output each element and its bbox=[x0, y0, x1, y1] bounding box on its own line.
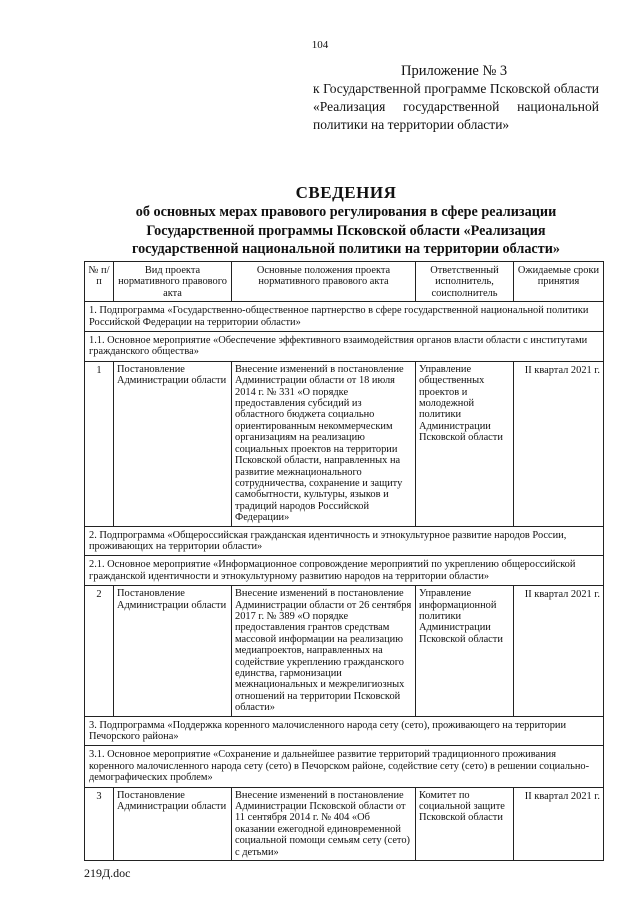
row-num: 2 bbox=[85, 586, 114, 716]
subprogram-3: 3. Подпрограмма «Поддержка коренного малочисленного народа сету (сето), проживающего на территории Печорского района» bbox=[85, 716, 604, 746]
measure-3-1: 3.1. Основное мероприятие «Сохранение и дальнейшее развитие территорий традиционного проживания коренного малочисленного народа сету (сето) в Печорском районе, содействие сету (сето) в решении социально-демографических проблем» bbox=[85, 746, 604, 787]
header-content: Основные положения проекта нормативного правового акта bbox=[232, 262, 416, 302]
page-number: 104 bbox=[311, 39, 329, 51]
row-deadline: II квартал 2021 г. bbox=[514, 586, 604, 716]
row-content: Внесение изменений в постановление Администрации Псковской области от 11 сентября 2014 г. № 404 «Об оказании ежегодной единовременной социальной помощи семьям сету (сето) с детьми» bbox=[232, 787, 416, 860]
file-name-footer: 219Д.doc bbox=[84, 866, 131, 880]
measure-1-1: 1.1. Основное мероприятие «Обеспечение эффективного взаимодействия органов власти области с институтами гражданского общества» bbox=[85, 332, 604, 362]
row-executor: Комитет по социальной защите Псковской области bbox=[416, 787, 514, 860]
header-act-type: Вид проекта нормативного правового акта bbox=[114, 262, 232, 302]
subprogram-row bbox=[85, 302, 604, 332]
header-num: № п/п bbox=[85, 262, 114, 302]
row-act-type: Постановление Администрации области bbox=[114, 787, 232, 860]
measure-2-1: 2.1. Основное мероприятие «Информационное сопровождение мероприятий по укреплению общероссийской гражданской идентичности и этнокультурному развитию народов на территории области» bbox=[85, 556, 604, 586]
measures-table bbox=[84, 261, 604, 861]
measure-row bbox=[85, 746, 604, 787]
row-num: 1 bbox=[85, 361, 114, 526]
row-deadline: II квартал 2021 г. bbox=[514, 361, 604, 526]
header-executor: Ответственный исполнитель, соисполнитель bbox=[416, 262, 514, 302]
subprogram-1: 1. Подпрограмма «Государственно-общественное партнерство в сфере государственной национальной политики Российской Федерации на территории области» bbox=[85, 302, 604, 332]
appendix-body: к Государственной программе Псковской области «Реализация государственной национальной политики на территории области» bbox=[313, 81, 599, 132]
row-num: 3 bbox=[85, 787, 114, 860]
table-row bbox=[85, 586, 604, 716]
table-header-row bbox=[85, 262, 604, 302]
row-deadline: II квартал 2021 г. bbox=[514, 787, 604, 860]
measure-row bbox=[85, 332, 604, 362]
row-executor: Управление информационной политики Администрации Псковской области bbox=[416, 586, 514, 716]
row-act-type: Постановление Администрации области bbox=[114, 361, 232, 526]
appendix-title: Приложение № 3 bbox=[401, 63, 508, 79]
subprogram-row bbox=[85, 716, 604, 746]
row-content: Внесение изменений в постановление Администрации области от 26 сентября 2017 г. № 389 «О порядке предоставления грантов средствам массовой информации на реализацию медиапроектов, направленных на содействие укреплению гражданского единства, гармонизации межнациональных и межрелигиозных отношений на территории Псковской области» bbox=[232, 586, 416, 716]
row-executor: Управление общественных проектов и молодежной политики Администрации Псковской области bbox=[416, 361, 514, 526]
subprogram-2: 2. Подпрограмма «Общероссийская гражданская идентичность и этнокультурное развитие народов России, проживающих на территории области» bbox=[85, 526, 604, 556]
document-title: СВЕДЕНИЯ bbox=[295, 183, 397, 202]
header-deadline: Ожидаемые сроки принятия bbox=[514, 262, 604, 302]
subprogram-row bbox=[85, 526, 604, 556]
row-act-type: Постановление Администрации области bbox=[114, 586, 232, 716]
document-subtitle: об основных мерах правового регулирования в сфере реализации Государственной программы Псковской области «Реализация государственной национальной политики на территории области» bbox=[132, 204, 560, 257]
table-row bbox=[85, 361, 604, 526]
measure-row bbox=[85, 556, 604, 586]
appendix-block bbox=[313, 62, 599, 134]
table-row bbox=[85, 787, 604, 860]
row-content: Внесение изменений в постановление Администрации области от 18 июля 2014 г. № 331 «О порядке предоставления субсидий из областного бюджета социально ориентированным некоммерческим организациям на реализацию социальных проектов на территории Псковской области, направленных на развитие межнационального сотрудничества, сохранение и защиту самобытности, культуры, языков и традиций народов Российской Федерации» bbox=[232, 361, 416, 526]
